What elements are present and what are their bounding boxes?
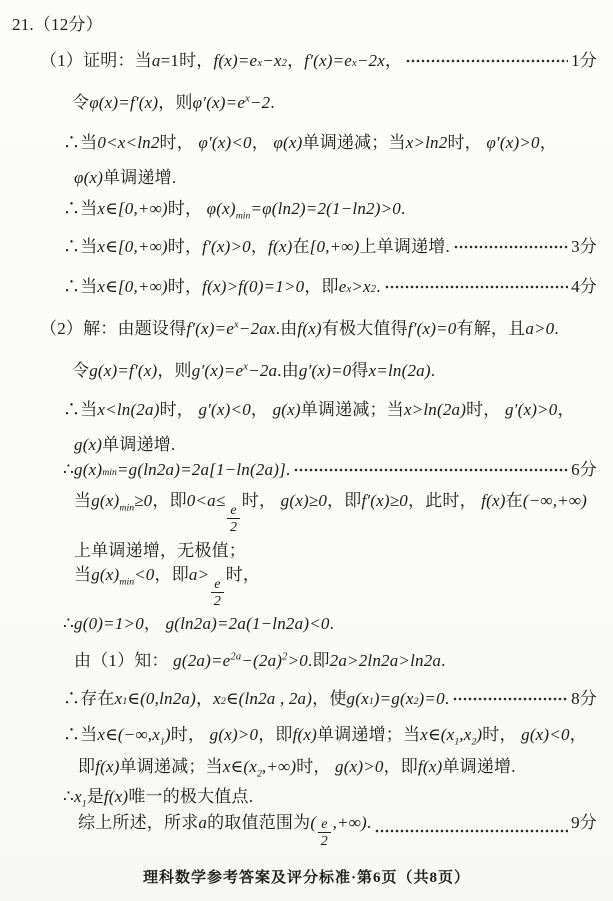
dotted-leader xyxy=(375,827,568,835)
solution-line: ∴当0<x<ln2时， φ′(x)<0， φ(x)单调递减；当x>ln2时， φ′(x)>0， xyxy=(63,133,557,152)
solution-line: 当$g(x)_{min}\ge 0$，即0<a≤ $\frac{e}{2}$ 时， g(x)≥0，即f′(x)≥0，此时， f(x)在(−∞,+∞) xyxy=(74,491,588,535)
page-footer: 理科数学参考答案及评分标准·第6页（共8页） xyxy=(142,870,470,886)
fraction: $\frac{e}{2}$ xyxy=(318,817,330,850)
score-label: 9分 xyxy=(571,813,597,832)
score-label: 6分 xyxy=(571,460,597,479)
score-label: 8分 xyxy=(571,689,597,708)
dotted-leader xyxy=(453,695,568,703)
solution-line: ∴当$x\in(-\infty,x_1)$时， g(x)>0，即f(x)单调递增；当$x\in(x_1,x_2)$时， g(x)<0， xyxy=(63,725,587,748)
solution-line: （1）证明：当 a =1时， f(x)=e x −x 2 ， f′(x)=e x −2x ， 1分 xyxy=(40,50,597,73)
solution-line: 综上所述，所求 a 的取值范围为 ( $\frac{e}{2}$ ,+∞) . 9分 xyxy=(78,813,597,850)
solution-line: ∴存在 x 1 ∈(0,ln2a) ， x 2 ∈(ln2a , 2a) ，使 g(x 1 )=g(x 2 )=0 . 8分 xyxy=(63,688,597,711)
score-label: 1分 xyxy=(571,51,597,70)
solution-line: 令g(x)=f′(x)，则$g'(x)=e^x-2a$.由g′(x)=0得x=ln(2a). xyxy=(72,361,436,380)
solution-line: ∴当 x∈[0,+∞) 时， f(x)>f(0)=1>0 ，即 e x >x 2 . 4分 xyxy=(63,276,597,299)
solution-line: （2）解：由题设得$f'(x)=e^x-2ax$.由f(x)有极大值得f′(x)=0有解，且a>0. xyxy=(40,319,559,338)
fraction: $\frac{e}{2}$ xyxy=(227,503,239,536)
solution-line: 当$g(x)_{min}<0$，即a> $\frac{e}{2}$ 时， xyxy=(74,565,261,609)
solution-line: $\therefore x_1$是f(x)唯一的极大值点. xyxy=(63,787,254,810)
solution-line: 即f(x)单调递减；当$x\in(x_2,+\infty)$时， g(x)>0，即f(x)单调递增. xyxy=(78,757,516,780)
dotted-leader xyxy=(385,283,568,291)
solution-line: φ(x)单调递增. xyxy=(74,168,177,187)
solution-line: ∴ g(x) min =g(ln2a)=2a[1−ln(2a)] . 6分 xyxy=(63,459,597,482)
solution-line: 上单调递增，无极值； xyxy=(74,541,246,560)
dotted-leader xyxy=(454,243,568,251)
solution-line: ∴当x<ln(2a)时， g′(x)<0， g(x)单调递减；当x>ln(2a)时， g′(x)>0， xyxy=(63,400,575,419)
score-label: 4分 xyxy=(571,277,597,296)
fraction: $\frac{e}{2}$ xyxy=(211,577,223,610)
dotted-leader xyxy=(406,57,568,65)
solution-line: 令φ(x)=f′(x)，则$\varphi'(x)=e^x-2$. xyxy=(72,93,275,112)
solution-line: ∴当x∈[0,+∞)时， $\varphi(x)_{min}=\varphi(\ln 2)=2(1-\ln 2)>0$. xyxy=(63,199,406,222)
dotted-leader xyxy=(294,466,568,474)
solution-line: ∴g(0)=1>0， g(ln2a)=2a(1−ln2a)<0. xyxy=(63,614,335,633)
solution-line: 21.（12分） xyxy=(12,15,103,34)
solution-line: ∴当 x∈[0,+∞) 时， f′(x)>0 ， f(x) 在 [0,+∞) 上单调递增. 3分 xyxy=(63,236,597,259)
solution-line: 由（1）知： $g(2a)=e^{2a}-(2a)^2>0$.即2a>2ln2a>ln2a. xyxy=(74,651,446,670)
solution-line: g(x)单调递增. xyxy=(74,435,176,454)
score-label: 3分 xyxy=(571,237,597,256)
